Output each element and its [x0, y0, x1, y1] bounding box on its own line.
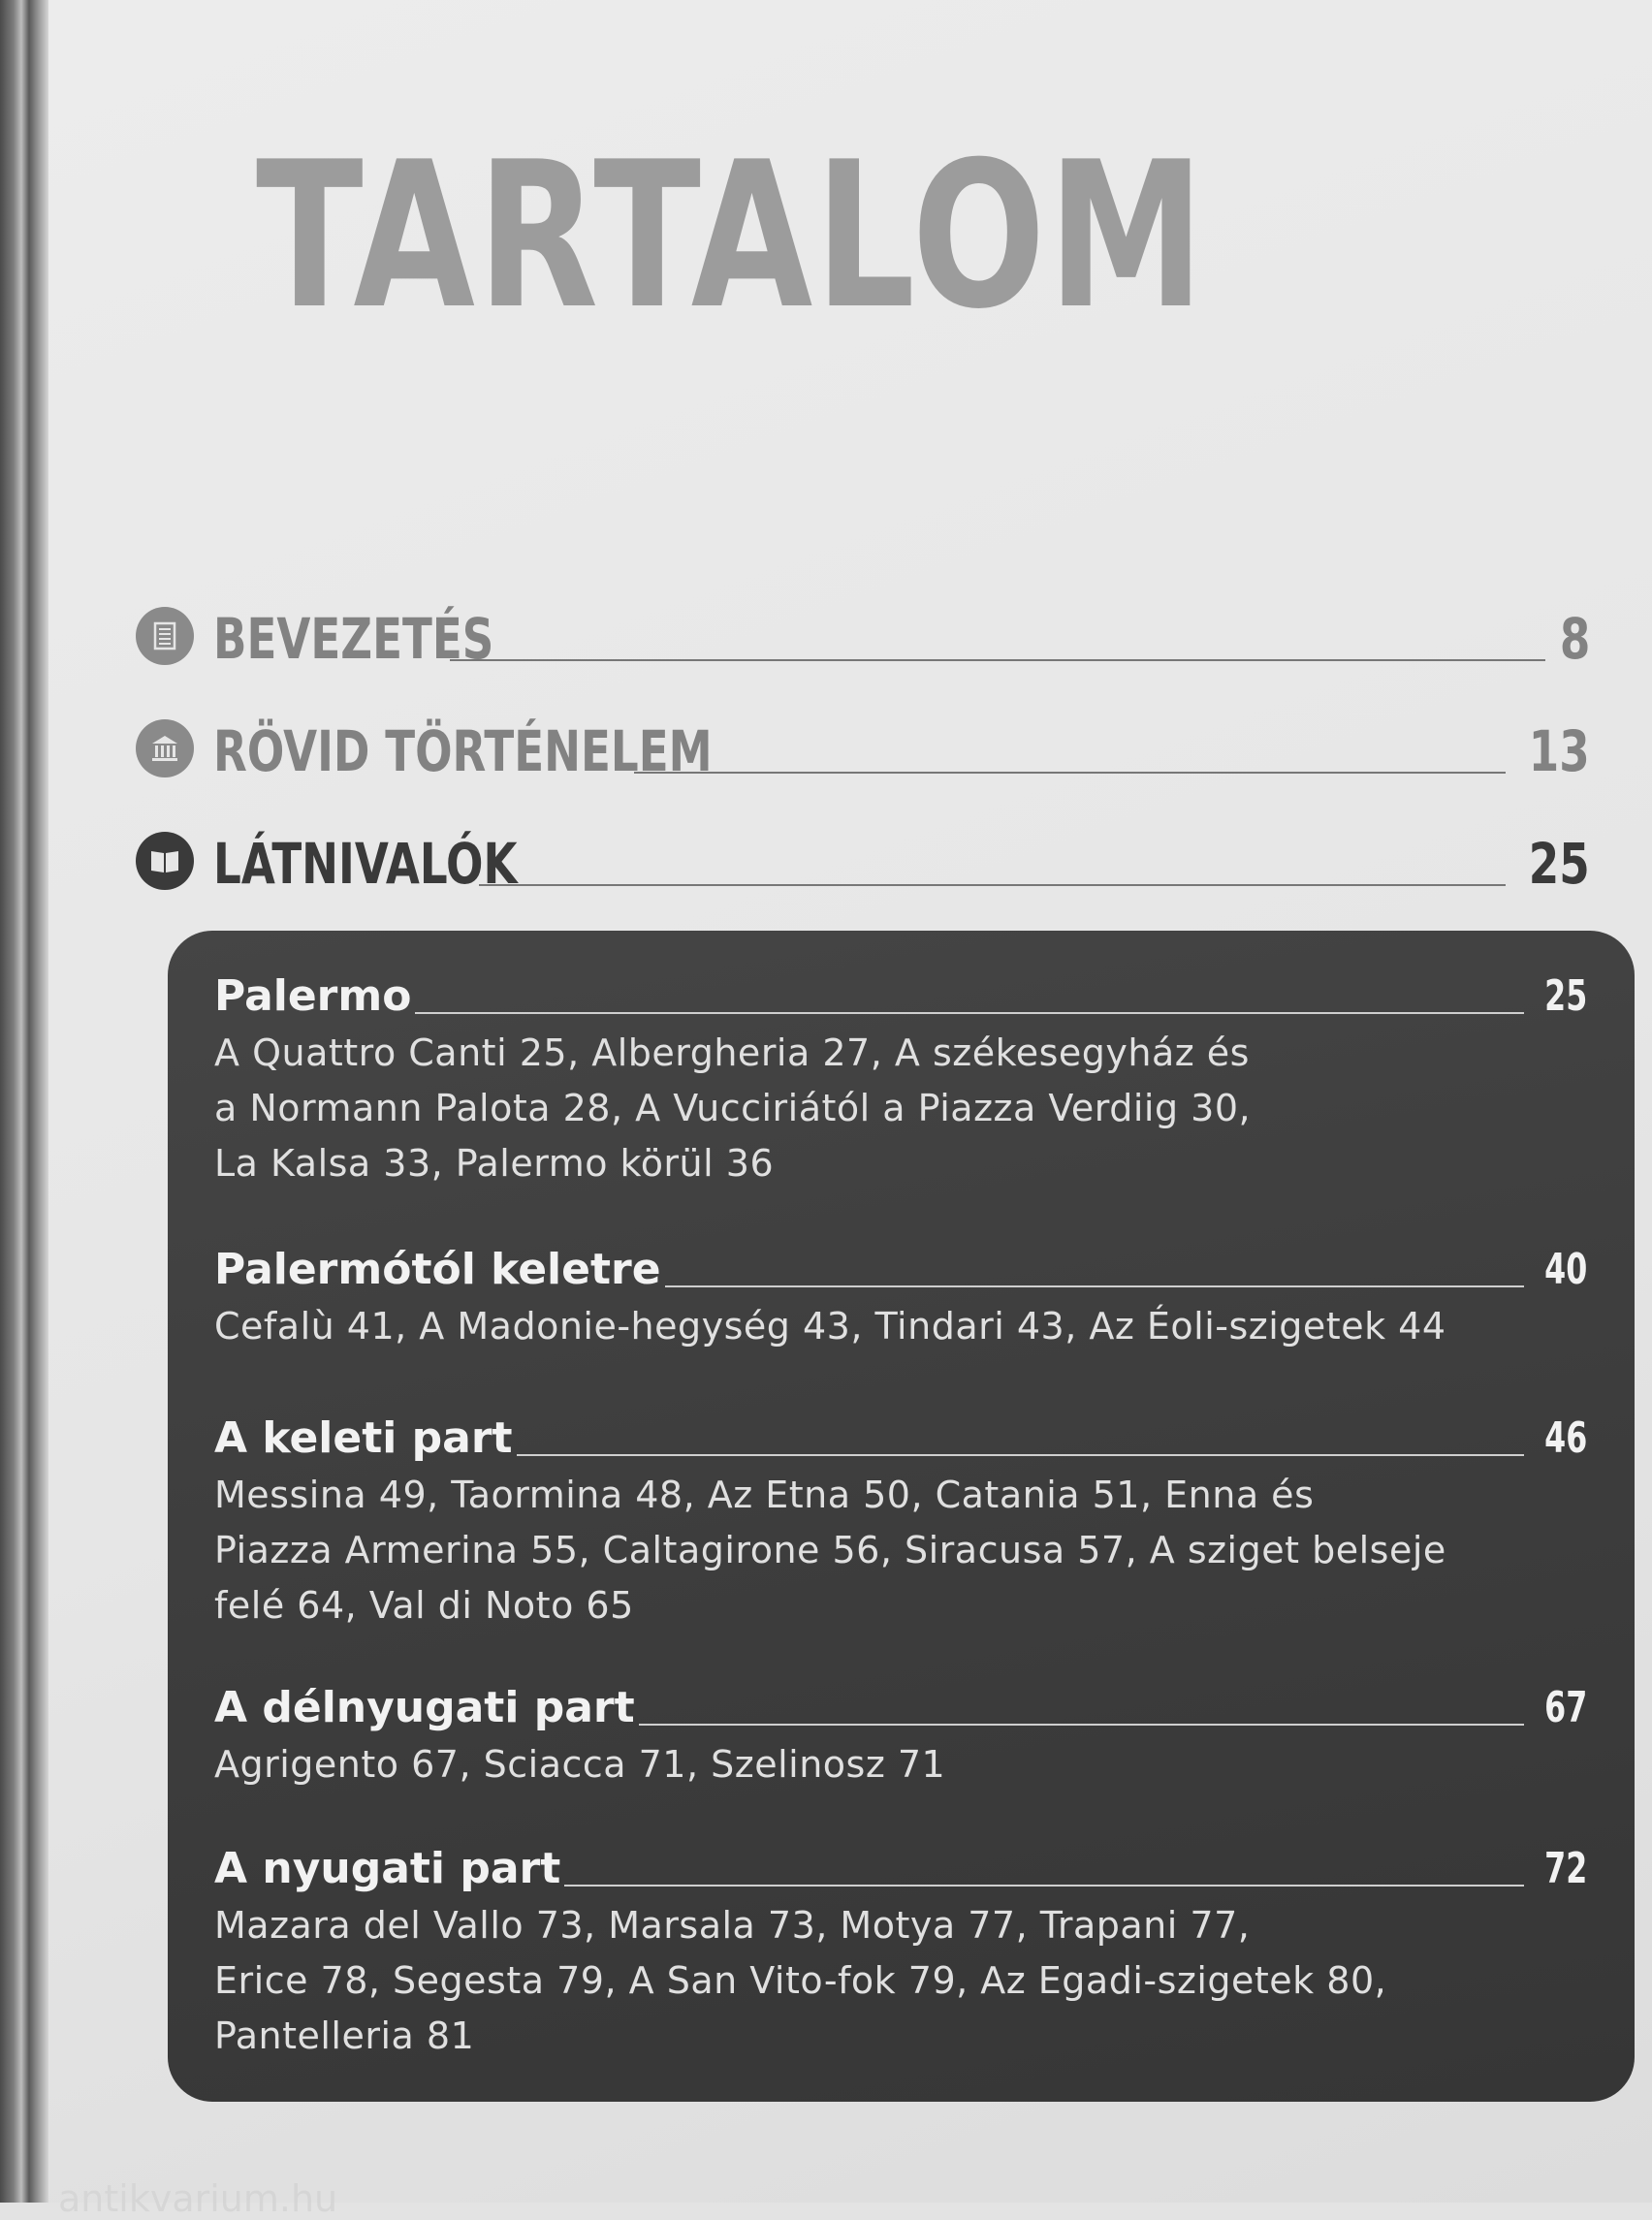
section-page-number: 40: [1543, 1245, 1587, 1294]
leader-dots: [634, 772, 1506, 774]
toc-label: RÖVID TÖRTÉNELEM: [213, 718, 713, 784]
section-contents: [214, 1737, 1587, 1792]
toc-page-number: 13: [1529, 718, 1590, 784]
section-page-number: 72: [1543, 1844, 1587, 1893]
section-contents: [214, 1026, 1587, 1191]
toc-entry-rovid-tortenelem[interactable]: [136, 702, 1590, 784]
section-page-number: 46: [1543, 1413, 1587, 1463]
contents-line: La Kalsa 33, Palermo körül 36: [214, 1142, 775, 1185]
toc-label: LÁTNIVALÓK: [213, 831, 518, 897]
leader-line: [517, 1454, 1524, 1456]
leader-dots: [479, 884, 1506, 886]
section-title: A keleti part: [214, 1413, 513, 1463]
section-palermo[interactable]: [214, 964, 1587, 1191]
contents-line: Agrigento 67, Sciacca 71, Szelinosz 71: [214, 1743, 946, 1786]
contents-line: a Normann Palota 28, A Vucciriától a Piazza Verdiig 30,: [214, 1087, 1252, 1129]
section-title: A délnyugati part: [214, 1683, 635, 1732]
section-title: Palermótól keletre: [214, 1245, 661, 1294]
leader-line: [415, 1012, 1523, 1014]
section-page-number: 25: [1543, 971, 1587, 1021]
book-spine: [0, 0, 48, 2203]
section-contents: [214, 1898, 1587, 2064]
leader-line: [564, 1885, 1524, 1887]
toc-page-number: 8: [1559, 606, 1590, 672]
section-contents: [214, 1299, 1587, 1354]
temple-icon: [136, 719, 194, 777]
toc-entry-latnivalok[interactable]: [136, 814, 1590, 897]
section-a-nyugati-part[interactable]: [214, 1836, 1587, 2064]
section-palermotol-keletre[interactable]: [214, 1237, 1587, 1354]
latnivalok-panel: [168, 931, 1635, 2102]
contents-line: Piazza Armerina 55, Caltagirone 56, Siracusa 57, A sziget belseje: [214, 1529, 1446, 1571]
contents-line: Pantelleria 81: [214, 2014, 475, 2057]
section-contents: [214, 1468, 1587, 1633]
toc-label: BEVEZETÉS: [213, 606, 494, 672]
document-icon: [136, 607, 194, 665]
section-title: Palermo: [214, 971, 412, 1021]
watermark: antikvarium.hu: [58, 2177, 338, 2220]
section-title: A nyugati part: [214, 1844, 561, 1893]
toc-entry-bevezetes[interactable]: [136, 589, 1590, 672]
leader-line: [639, 1724, 1524, 1726]
section-page-number: 67: [1543, 1683, 1587, 1732]
toc-page-number: 25: [1529, 831, 1590, 897]
book-icon: [136, 832, 194, 890]
leader-dots: [450, 659, 1545, 661]
contents-line: Messina 49, Taormina 48, Az Etna 50, Catania 51, Enna és: [214, 1474, 1315, 1516]
contents-line: A Quattro Canti 25, Albergheria 27, A székesegyház és: [214, 1031, 1250, 1074]
page-title: TARTALOM: [256, 119, 1207, 354]
contents-line: Erice 78, Segesta 79, A San Vito-fok 79, Az Egadi-szigetek 80,: [214, 1959, 1387, 2002]
contents-line: Mazara del Vallo 73, Marsala 73, Motya 77, Trapani 77,: [214, 1904, 1251, 1947]
contents-line: felé 64, Val di Noto 65: [214, 1584, 634, 1627]
section-a-delnyugati-part[interactable]: [214, 1675, 1587, 1792]
contents-line: Cefalù 41, A Madonie-hegység 43, Tindari 43, Az Éoli-szigetek 44: [214, 1305, 1446, 1348]
section-a-keleti-part[interactable]: [214, 1406, 1587, 1633]
leader-line: [665, 1285, 1524, 1287]
